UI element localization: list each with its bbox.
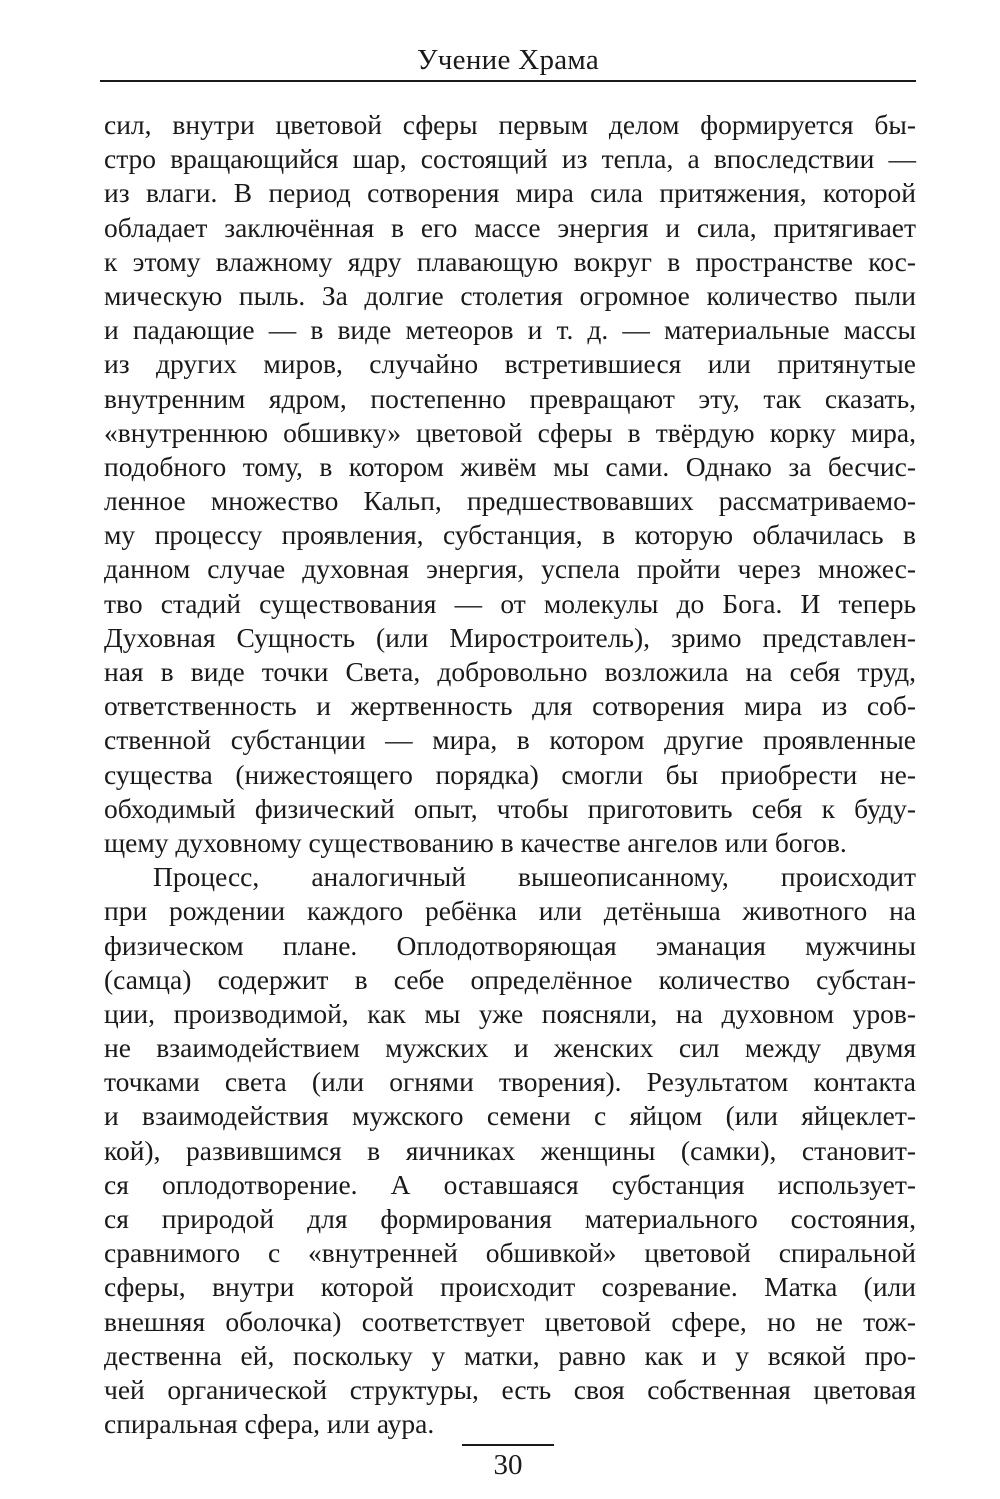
text-line: ная в виде точки Света, добровольно возложила на себя труд,: [104, 656, 916, 687]
text-line: не взаимодействием мужских и женских сил между двумя: [104, 1032, 916, 1064]
text-line: физическом плане. Оплодотворяющая эманация мужчины: [104, 929, 916, 961]
text-line: ответственность и жертвенность для сотворения мира из соб-: [104, 690, 916, 722]
text-line: ственной субстанции — мира, в котором другие проявленные: [104, 724, 916, 756]
text-line: при рождении каждого ребёнка или детёныша животного на: [104, 895, 916, 927]
text-line: внешняя оболочка) соответствует цветовой сфере, но не тож-: [104, 1305, 916, 1337]
text-line: «внутреннюю обшивку» цветовой сферы в твёрдую корку мира,: [104, 416, 916, 448]
text-line: ции, производимой, как мы уже поясняли, на духовном уров-: [104, 997, 916, 1029]
text-line: му процессу проявления, субстанция, в которую облачилась в: [104, 519, 916, 551]
paragraph: [104, 108, 916, 860]
text-line: обладает заключённая в его массе энергия и сила, притягивает: [104, 211, 916, 243]
text-line: из влаги. В период сотворения мира сила притяжения, которой: [104, 177, 916, 209]
page-number: 30: [493, 1449, 523, 1481]
text-line: Духовная Сущность (или Миростроитель), зримо представлен-: [104, 621, 916, 653]
text-line: сил, внутри цветовой сферы первым делом формируется бы-: [104, 109, 916, 140]
text-line: и взаимодействия мужского семени с яйцом (или яйцеклет-: [104, 1100, 916, 1132]
header-rule: [100, 80, 916, 82]
text-line: из других миров, случайно встретившиеся или притянутые: [104, 348, 916, 380]
text-line: внутренним ядром, постепенно превращают эту, так сказать,: [104, 382, 916, 414]
text-line: точками света (или огнями творения). Результатом контакта: [104, 1066, 916, 1098]
text-line: чей органической структуры, есть своя собственная цветовая: [104, 1373, 916, 1405]
body-text: [104, 108, 916, 1441]
text-line: ся оплодотворение. А оставшаяся субстанция использует-: [104, 1168, 916, 1200]
text-line: Процесс, аналогичный вышеописанному, происходит: [153, 861, 916, 893]
text-line: мическую пыль. За долгие столетия огромное количество пыли: [104, 279, 916, 311]
running-title: Учение Храма: [416, 44, 600, 76]
text-line: тво стадий существования — от молекулы до Бога. И теперь: [104, 587, 916, 619]
text-line: стро вращающийся шар, состоящий из тепла, а впоследствии —: [104, 143, 916, 175]
text-line: сферы, внутри которой происходит созревание. Матка (или: [104, 1271, 916, 1303]
text-line: ся природой для формирования материального состояния,: [104, 1203, 916, 1234]
text-line: (самца) содержит в себе определённое количество субстан-: [104, 963, 916, 995]
text-line: дественна ей, поскольку у матки, равно как и у всякой про-: [104, 1339, 916, 1371]
text-line: существа (нижестоящего порядка) смогли бы приобрести не-: [104, 758, 916, 790]
text-line: спиральная сфера, или аура.: [104, 1408, 435, 1440]
text-line: щему духовному существованию в качестве ангелов или богов.: [104, 826, 847, 858]
text-line: к этому влажному ядру плавающую вокруг в пространстве кос-: [104, 245, 916, 277]
text-line: кой), развившимся в яичниках женщины (самки), становит-: [104, 1134, 916, 1166]
page-number-rule: [462, 1444, 554, 1446]
text-line: данном случае духовная энергия, успела пройти через множес-: [104, 553, 916, 585]
text-line: обходимый физический опыт, чтобы приготовить себя к буду-: [104, 792, 916, 824]
text-line: сравнимого с «внутренней обшивкой» цветовой спиральной: [104, 1237, 916, 1269]
text-line: ленное множество Кальп, предшествовавших рассматриваемо-: [104, 485, 916, 517]
paragraph: [104, 860, 916, 1441]
text-line: и падающие — в виде метеоров и т. д. — материальные массы: [104, 314, 916, 346]
text-line: подобного тому, в котором живём мы сами. Однако за бесчис-: [104, 450, 916, 482]
